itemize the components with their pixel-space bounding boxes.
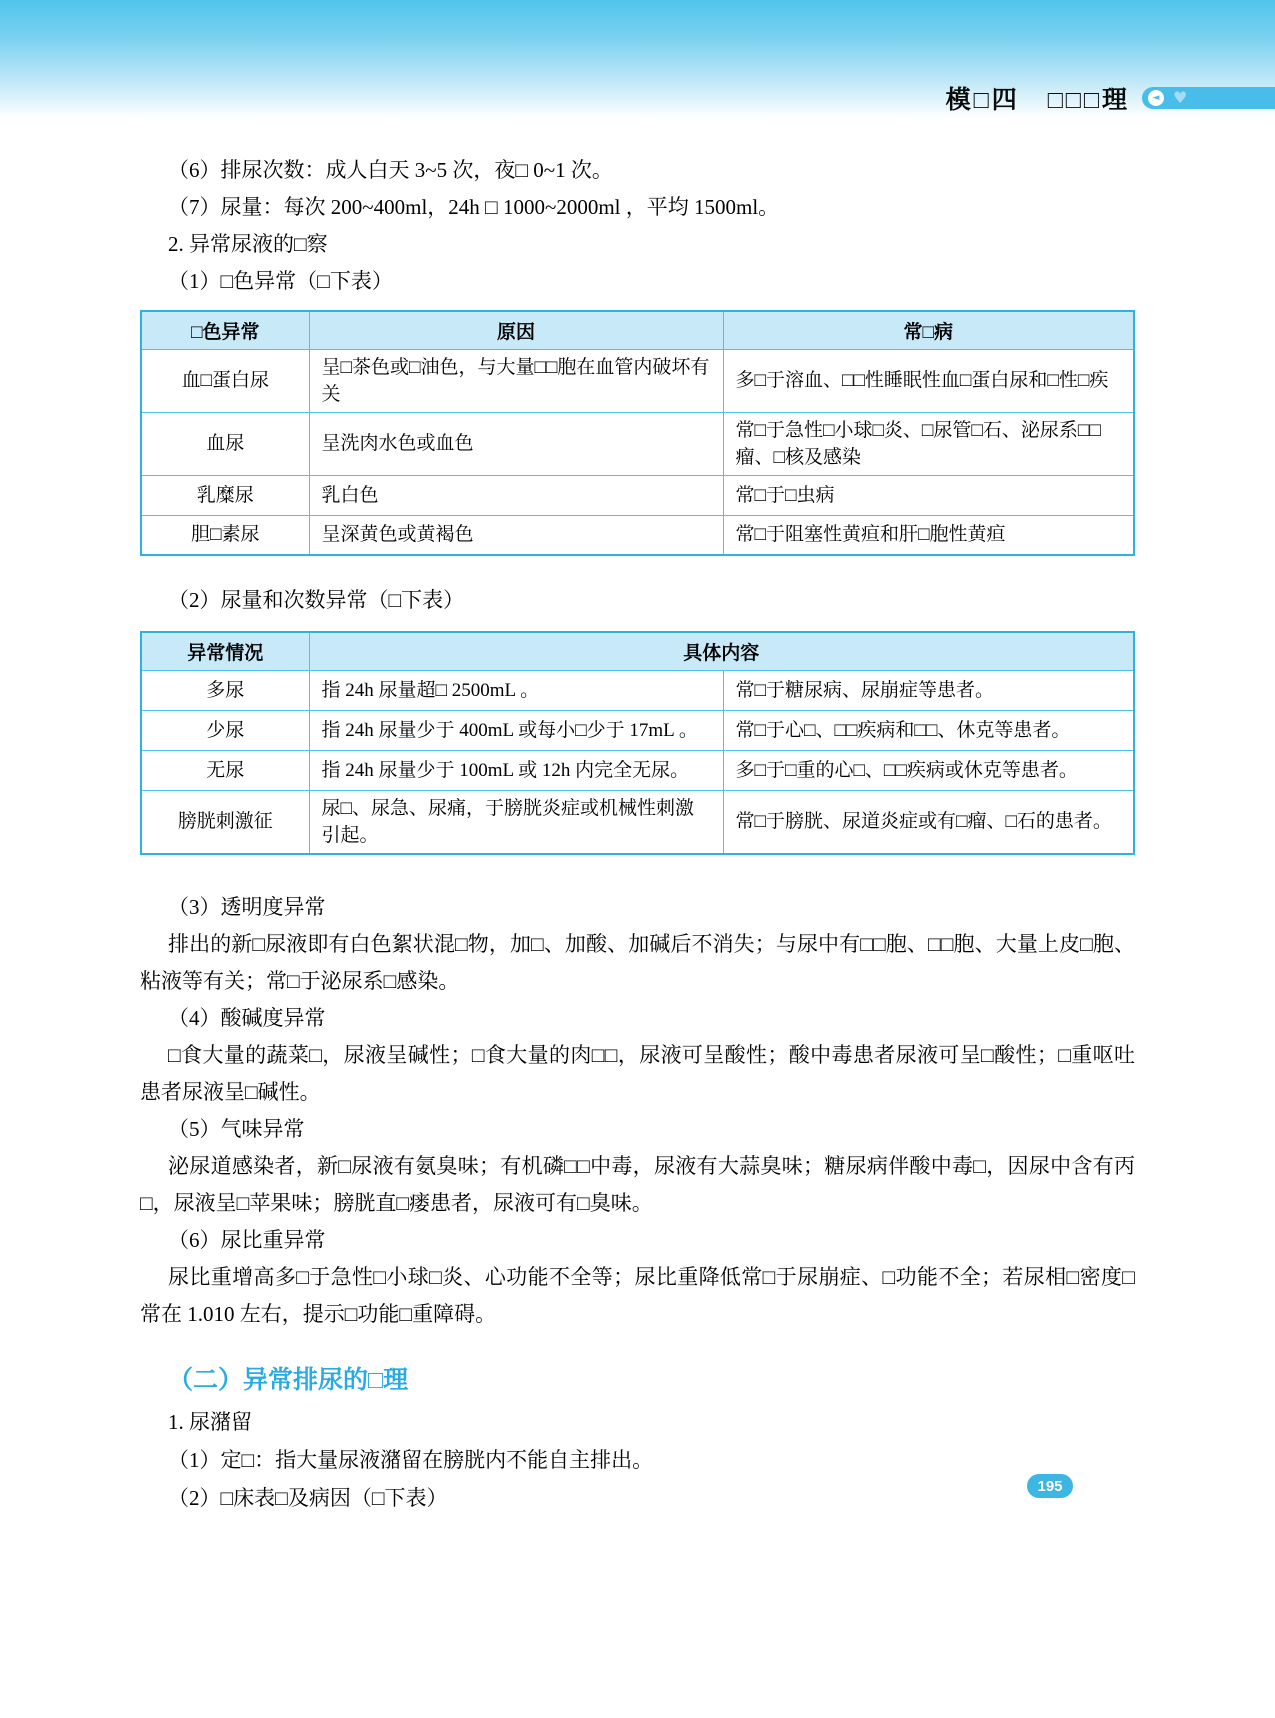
table-cell: 膀胱刺激征 bbox=[141, 790, 309, 854]
table-row bbox=[141, 412, 1134, 475]
table-cell: 血尿 bbox=[141, 412, 309, 475]
table-cell: 血□蛋白尿 bbox=[141, 349, 309, 412]
paragraph-ph: □食大量的蔬菜□，尿液呈碱性；□食大量的肉□□，尿液可呈酸性；酸中毒患者尿液可呈□酸性；□重呕吐患者尿液呈□碱性。 bbox=[140, 1042, 1135, 1104]
item-heading-2: （2）尿量和次数异常（□下表） bbox=[168, 588, 465, 612]
page-number-badge: 195 bbox=[1027, 1474, 1073, 1498]
table-cell: 多□于溶血、□□性睡眠性血□蛋白尿和□性□疾 bbox=[723, 349, 1134, 412]
item-heading-3: （3）透明度异常 bbox=[168, 894, 326, 919]
paragraph-transparency: 排出的新□尿液即有白色絮状混□物，加□、加酸、加碱后不消失；与尿中有□□胞、□□胞、大量上皮□胞、粘液等有关；常□于泌尿系□感染。 bbox=[140, 931, 1135, 993]
table-cell: 无尿 bbox=[141, 750, 309, 790]
table-cell: 常□于膀胱、尿道炎症或有□瘤、□石的患者。 bbox=[723, 790, 1134, 854]
header-decoration-bar bbox=[1142, 87, 1275, 109]
urine-color-table bbox=[140, 310, 1135, 556]
table-cell: 多□于□重的心□、□□疾病或休克等患者。 bbox=[723, 750, 1134, 790]
table-row bbox=[141, 670, 1134, 710]
table-row bbox=[141, 475, 1134, 515]
table-row bbox=[141, 349, 1134, 412]
subsection-heading-2: 2. 异常尿液的□察 bbox=[168, 232, 328, 256]
clinical-line: （2）□床表□及病因（□下表） bbox=[168, 1485, 448, 1510]
table-cell: 常□于阻塞性黄疸和肝□胞性黄疸 bbox=[723, 515, 1134, 555]
table-header-row bbox=[141, 311, 1134, 349]
paragraph-odor: 泌尿道感染者，新□尿液有氨臭味；有机磷□□中毒，尿液有大蒜臭味；糖尿病伴酸中毒□，因尿中含有丙□，尿液呈□苹果味；膀胱直□瘘患者，尿液可有□臭味。 bbox=[140, 1153, 1135, 1215]
definition-line: （1）定□：指大量尿液潴留在膀胱内不能自主排出。 bbox=[168, 1447, 654, 1472]
header-band bbox=[0, 0, 1275, 118]
subsection-heading-retention: 1. 尿潴留 bbox=[168, 1409, 252, 1434]
urine-volume-table bbox=[140, 631, 1135, 855]
table-cell: 常□于心□、□□疾病和□□、休克等患者。 bbox=[723, 710, 1134, 750]
heart-icon: ♥ bbox=[1173, 88, 1188, 107]
section-heading-two: （二）异常排尿的□理 bbox=[168, 1366, 409, 1394]
table-header-row bbox=[141, 632, 1134, 670]
table-cell: 呈洗肉水色或血色 bbox=[309, 412, 723, 475]
table-cell: 呈□茶色或□油色，与大量□□胞在血管内破坏有关 bbox=[309, 349, 723, 412]
paragraph-specific-gravity: 尿比重增高多□于急性□小球□炎、心功能不全等；尿比重降低常□于尿崩症、□功能不全；若尿相□密度□常在 1.010 左右，提示□功能□重障碍。 bbox=[140, 1264, 1135, 1326]
intro-line-7: （7）尿量：每次 200~400ml，24h □ 1000~2000ml ，平均 1500ml。 bbox=[168, 195, 780, 219]
table-cell: 指 24h 尿量少于 400mL 或每小□少于 17mL 。 bbox=[309, 710, 723, 750]
column-header: 原因 bbox=[309, 311, 723, 349]
item-heading-1: （1）□色异常（□下表） bbox=[168, 269, 393, 293]
column-header: 具体内容 bbox=[309, 632, 1134, 670]
table-row bbox=[141, 750, 1134, 790]
table-cell: 常□于□虫病 bbox=[723, 475, 1134, 515]
back-arrow-icon: ◄ bbox=[1148, 90, 1164, 106]
item-heading-6: （6）尿比重异常 bbox=[168, 1227, 326, 1252]
chapter-title: 模□四 □□□理 bbox=[945, 87, 1130, 114]
table-cell: 常□于急性□小球□炎、□尿管□石、泌尿系□□瘤、□核及感染 bbox=[723, 412, 1134, 475]
table-cell: 指 24h 尿量超□ 2500mL 。 bbox=[309, 670, 723, 710]
page-content bbox=[0, 118, 1275, 1517]
chapter-header bbox=[946, 80, 1275, 116]
column-header: 异常情况 bbox=[141, 632, 309, 670]
item-heading-4: （4）酸碱度异常 bbox=[168, 1005, 326, 1030]
item-heading-5: （5）气味异常 bbox=[168, 1116, 305, 1141]
table-cell: 胆□素尿 bbox=[141, 515, 309, 555]
table-cell: 尿□、尿急、尿痛，于膀胱炎症或机械性刺激引起。 bbox=[309, 790, 723, 854]
table-row bbox=[141, 515, 1134, 555]
table-row bbox=[141, 790, 1134, 854]
table-cell: 多尿 bbox=[141, 670, 309, 710]
table-cell: 乳白色 bbox=[309, 475, 723, 515]
table-cell: 常□于糖尿病、尿崩症等患者。 bbox=[723, 670, 1134, 710]
column-header: 常□病 bbox=[723, 311, 1134, 349]
table-cell: 乳糜尿 bbox=[141, 475, 309, 515]
intro-line-6: （6）排尿次数：成人白天 3~5 次，夜□ 0~1 次。 bbox=[168, 158, 613, 182]
table-cell: 少尿 bbox=[141, 710, 309, 750]
column-header: □色异常 bbox=[141, 311, 309, 349]
table-row bbox=[141, 710, 1134, 750]
table-cell: 呈深黄色或黄褐色 bbox=[309, 515, 723, 555]
table-cell: 指 24h 尿量少于 100mL 或 12h 内完全无尿。 bbox=[309, 750, 723, 790]
